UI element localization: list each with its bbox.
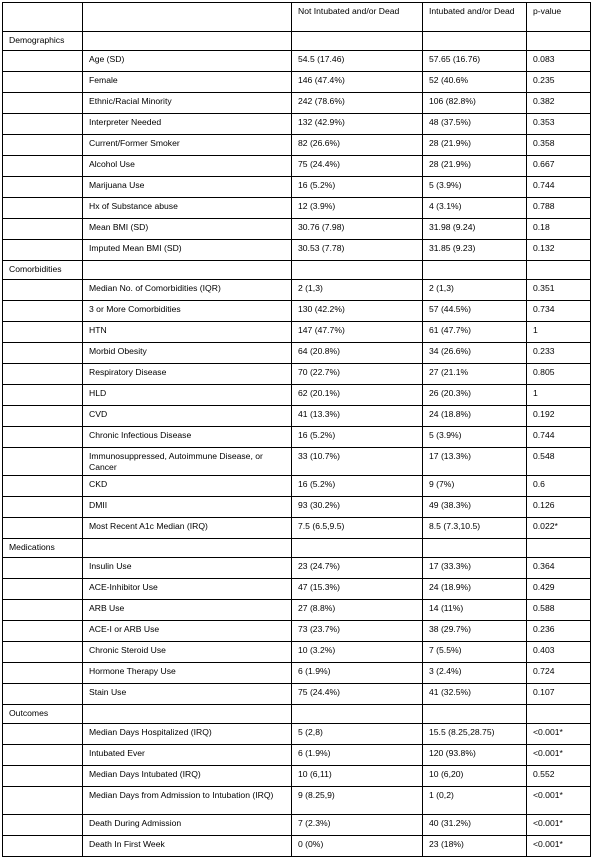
table-row (3, 684, 591, 705)
section-title: Outcomes (3, 705, 83, 724)
empty-cell (292, 261, 423, 280)
not-intubated-value: 16 (5.2%) (292, 177, 423, 198)
p-value: 0.358 (527, 135, 591, 156)
intubated-value: 52 (40.6% (423, 72, 527, 93)
variable-label: Marijuana Use (83, 177, 292, 198)
not-intubated-value: 47 (15.3%) (292, 579, 423, 600)
group-cell (3, 621, 83, 642)
group-cell (3, 219, 83, 240)
group-cell (3, 684, 83, 705)
group-cell (3, 476, 83, 497)
p-value: 0.588 (527, 600, 591, 621)
variable-label: Death During Admission (83, 815, 292, 836)
header-row (3, 3, 591, 32)
group-cell (3, 836, 83, 857)
intubated-value: 4 (3.1%) (423, 198, 527, 219)
header-group-cell (3, 3, 83, 32)
p-value: 0.132 (527, 240, 591, 261)
table-row (3, 558, 591, 579)
group-cell (3, 343, 83, 364)
table-row (3, 745, 591, 766)
p-value: 0.429 (527, 579, 591, 600)
table-row (3, 600, 591, 621)
group-cell (3, 558, 83, 579)
group-cell (3, 663, 83, 684)
intubated-value: 26 (20.3%) (423, 385, 527, 406)
p-value: 0.6 (527, 476, 591, 497)
not-intubated-value: 75 (24.4%) (292, 156, 423, 177)
p-value: 0.18 (527, 219, 591, 240)
table-row (3, 301, 591, 322)
table-row (3, 156, 591, 177)
group-cell (3, 406, 83, 427)
p-value: 0.236 (527, 621, 591, 642)
intubated-value: 24 (18.9%) (423, 579, 527, 600)
not-intubated-value: 93 (30.2%) (292, 497, 423, 518)
section-title: Comorbidities (3, 261, 83, 280)
section-row-demographics (3, 32, 591, 51)
empty-cell (423, 539, 527, 558)
group-cell (3, 427, 83, 448)
variable-label: Median Days from Admission to Intubation (IRQ) (83, 787, 292, 815)
group-cell (3, 114, 83, 135)
not-intubated-value: 70 (22.7%) (292, 364, 423, 385)
group-cell (3, 72, 83, 93)
not-intubated-value: 73 (23.7%) (292, 621, 423, 642)
table-row (3, 385, 591, 406)
not-intubated-value: 33 (10.7%) (292, 448, 423, 476)
table-row (3, 198, 591, 219)
table-row (3, 815, 591, 836)
intubated-value: 106 (82.8%) (423, 93, 527, 114)
intubated-value: 34 (26.6%) (423, 343, 527, 364)
p-value: 0.382 (527, 93, 591, 114)
p-value: 0.744 (527, 427, 591, 448)
empty-cell (83, 705, 292, 724)
table-row (3, 497, 591, 518)
p-value: 0.667 (527, 156, 591, 177)
not-intubated-value: 146 (47.4%) (292, 72, 423, 93)
intubated-value: 48 (37.5%) (423, 114, 527, 135)
group-cell (3, 518, 83, 539)
empty-cell (527, 261, 591, 280)
not-intubated-value: 82 (26.6%) (292, 135, 423, 156)
table-row (3, 642, 591, 663)
variable-label: Current/Former Smoker (83, 135, 292, 156)
intubated-value: 8.5 (7.3,10.5) (423, 518, 527, 539)
table-row (3, 427, 591, 448)
p-value: 0.548 (527, 448, 591, 476)
not-intubated-value: 5 (2,8) (292, 724, 423, 745)
intubated-value: 31.98 (9.24) (423, 219, 527, 240)
p-value: 0.107 (527, 684, 591, 705)
group-cell (3, 497, 83, 518)
intubated-value: 1 (0,2) (423, 787, 527, 815)
p-value: 0.744 (527, 177, 591, 198)
variable-label: Death In First Week (83, 836, 292, 857)
group-cell (3, 766, 83, 787)
not-intubated-value: 147 (47.7%) (292, 322, 423, 343)
p-value: 0.351 (527, 280, 591, 301)
variable-label: Respiratory Disease (83, 364, 292, 385)
table-row (3, 93, 591, 114)
p-value: 0.364 (527, 558, 591, 579)
variable-label: Stain Use (83, 684, 292, 705)
header-intubated: Intubated and/or Dead (423, 3, 527, 32)
variable-label: ACE-Inhibitor Use (83, 579, 292, 600)
not-intubated-value: 62 (20.1%) (292, 385, 423, 406)
group-cell (3, 815, 83, 836)
table-row (3, 787, 591, 815)
group-cell (3, 745, 83, 766)
not-intubated-value: 10 (6,11) (292, 766, 423, 787)
not-intubated-value: 27 (8.8%) (292, 600, 423, 621)
section-row-outcomes (3, 705, 591, 724)
intubated-value: 2 (1,3) (423, 280, 527, 301)
p-value: 1 (527, 385, 591, 406)
variable-label: Female (83, 72, 292, 93)
intubated-value: 61 (47.7%) (423, 322, 527, 343)
intubated-value: 7 (5.5%) (423, 642, 527, 663)
variable-label: Imputed Mean BMI (SD) (83, 240, 292, 261)
variable-label: Ethnic/Racial Minority (83, 93, 292, 114)
group-cell (3, 177, 83, 198)
group-cell (3, 240, 83, 261)
group-cell (3, 93, 83, 114)
group-cell (3, 448, 83, 476)
group-cell (3, 787, 83, 815)
intubated-value: 31.85 (9.23) (423, 240, 527, 261)
intubated-value: 3 (2.4%) (423, 663, 527, 684)
empty-cell (83, 261, 292, 280)
empty-cell (423, 32, 527, 51)
table-row (3, 322, 591, 343)
group-cell (3, 280, 83, 301)
not-intubated-value: 7 (2.3%) (292, 815, 423, 836)
not-intubated-value: 9 (8.25,9) (292, 787, 423, 815)
variable-label: Chronic Steroid Use (83, 642, 292, 663)
intubated-value: 27 (21.1% (423, 364, 527, 385)
p-value: <0.001* (527, 815, 591, 836)
variable-label: DMII (83, 497, 292, 518)
not-intubated-value: 30.76 (7.98) (292, 219, 423, 240)
table-row (3, 364, 591, 385)
intubated-value: 49 (38.3%) (423, 497, 527, 518)
p-value: 0.126 (527, 497, 591, 518)
variable-label: Most Recent A1c Median (IRQ) (83, 518, 292, 539)
section-row-medications (3, 539, 591, 558)
variable-label: Interpreter Needed (83, 114, 292, 135)
group-cell (3, 600, 83, 621)
table-row (3, 219, 591, 240)
not-intubated-value: 12 (3.9%) (292, 198, 423, 219)
not-intubated-value: 242 (78.6%) (292, 93, 423, 114)
variable-label: Median No. of Comorbidities (IQR) (83, 280, 292, 301)
table-row (3, 579, 591, 600)
not-intubated-value: 30.53 (7.78) (292, 240, 423, 261)
intubated-value: 5 (3.9%) (423, 177, 527, 198)
not-intubated-value: 130 (42.2%) (292, 301, 423, 322)
intubated-value: 38 (29.7%) (423, 621, 527, 642)
p-value: 0.192 (527, 406, 591, 427)
section-title: Medications (3, 539, 83, 558)
p-value: 0.788 (527, 198, 591, 219)
empty-cell (83, 32, 292, 51)
variable-label: Chronic Infectious Disease (83, 427, 292, 448)
not-intubated-value: 132 (42.9%) (292, 114, 423, 135)
p-value: <0.001* (527, 836, 591, 857)
table-row (3, 621, 591, 642)
table-row (3, 240, 591, 261)
variable-label: ACE-I or ARB Use (83, 621, 292, 642)
intubated-value: 15.5 (8.25,28.75) (423, 724, 527, 745)
intubated-value: 23 (18%) (423, 836, 527, 857)
group-cell (3, 301, 83, 322)
variable-label: HTN (83, 322, 292, 343)
p-value: <0.001* (527, 724, 591, 745)
not-intubated-value: 23 (24.7%) (292, 558, 423, 579)
table-body (3, 3, 591, 857)
intubated-value: 5 (3.9%) (423, 427, 527, 448)
variable-label: Insulin Use (83, 558, 292, 579)
group-cell (3, 579, 83, 600)
not-intubated-value: 6 (1.9%) (292, 745, 423, 766)
table-row (3, 518, 591, 539)
p-value: <0.001* (527, 787, 591, 815)
group-cell (3, 322, 83, 343)
header-variable-cell (83, 3, 292, 32)
not-intubated-value: 6 (1.9%) (292, 663, 423, 684)
not-intubated-value: 0 (0%) (292, 836, 423, 857)
intubated-value: 17 (13.3%) (423, 448, 527, 476)
intubated-value: 17 (33.3%) (423, 558, 527, 579)
empty-cell (292, 539, 423, 558)
not-intubated-value: 10 (3.2%) (292, 642, 423, 663)
intubated-value: 9 (7%) (423, 476, 527, 497)
intubated-value: 28 (21.9%) (423, 135, 527, 156)
variable-label: HLD (83, 385, 292, 406)
p-value: <0.001* (527, 745, 591, 766)
p-value: 0.353 (527, 114, 591, 135)
not-intubated-value: 64 (20.8%) (292, 343, 423, 364)
variable-label: Median Days Hospitalized (IRQ) (83, 724, 292, 745)
variable-label: Alcohol Use (83, 156, 292, 177)
header-not-intubated: Not Intubated and/or Dead (292, 3, 423, 32)
p-value: 0.724 (527, 663, 591, 684)
variable-label: Hx of Substance abuse (83, 198, 292, 219)
p-value: 0.805 (527, 364, 591, 385)
table-row (3, 663, 591, 684)
not-intubated-value: 41 (13.3%) (292, 406, 423, 427)
variable-label: Hormone Therapy Use (83, 663, 292, 684)
not-intubated-value: 7.5 (6.5,9.5) (292, 518, 423, 539)
group-cell (3, 198, 83, 219)
group-cell (3, 642, 83, 663)
table-row (3, 72, 591, 93)
p-value: 0.233 (527, 343, 591, 364)
p-value: 0.235 (527, 72, 591, 93)
intubated-value: 24 (18.8%) (423, 406, 527, 427)
header-p-value: p-value (527, 3, 591, 32)
intubated-value: 57.65 (16.76) (423, 51, 527, 72)
section-title: Demographics (3, 32, 83, 51)
empty-cell (527, 705, 591, 724)
empty-cell (83, 539, 292, 558)
table-row (3, 724, 591, 745)
intubated-value: 41 (32.5%) (423, 684, 527, 705)
section-row-comorbidities (3, 261, 591, 280)
intubated-value: 28 (21.9%) (423, 156, 527, 177)
empty-cell (292, 705, 423, 724)
table-row (3, 476, 591, 497)
variable-label: ARB Use (83, 600, 292, 621)
variable-label: Age (SD) (83, 51, 292, 72)
p-value: 0.734 (527, 301, 591, 322)
variable-label: Morbid Obesity (83, 343, 292, 364)
results-table (2, 2, 591, 857)
variable-label: Mean BMI (SD) (83, 219, 292, 240)
not-intubated-value: 2 (1,3) (292, 280, 423, 301)
intubated-value: 57 (44.5%) (423, 301, 527, 322)
table-row (3, 836, 591, 857)
group-cell (3, 51, 83, 72)
variable-label: Immunosuppressed, Autoimmune Disease, or Cancer (83, 448, 292, 476)
variable-label: CVD (83, 406, 292, 427)
table-row (3, 406, 591, 427)
table-row (3, 280, 591, 301)
table-row (3, 343, 591, 364)
empty-cell (292, 32, 423, 51)
variable-label: 3 or More Comorbidities (83, 301, 292, 322)
group-cell (3, 364, 83, 385)
empty-cell (423, 261, 527, 280)
table-row (3, 135, 591, 156)
not-intubated-value: 75 (24.4%) (292, 684, 423, 705)
p-value: 0.403 (527, 642, 591, 663)
table-row (3, 51, 591, 72)
variable-label: CKD (83, 476, 292, 497)
not-intubated-value: 16 (5.2%) (292, 427, 423, 448)
empty-cell (527, 32, 591, 51)
p-value: 0.022* (527, 518, 591, 539)
variable-label: Median Days Intubated (IRQ) (83, 766, 292, 787)
intubated-value: 40 (31.2%) (423, 815, 527, 836)
group-cell (3, 135, 83, 156)
table-row (3, 114, 591, 135)
intubated-value: 14 (11%) (423, 600, 527, 621)
empty-cell (527, 539, 591, 558)
variable-label: Intubated Ever (83, 745, 292, 766)
p-value: 0.552 (527, 766, 591, 787)
p-value: 1 (527, 322, 591, 343)
p-value: 0.083 (527, 51, 591, 72)
not-intubated-value: 54.5 (17.46) (292, 51, 423, 72)
group-cell (3, 156, 83, 177)
intubated-value: 120 (93.8%) (423, 745, 527, 766)
empty-cell (423, 705, 527, 724)
group-cell (3, 385, 83, 406)
table-row (3, 766, 591, 787)
table-row (3, 448, 591, 476)
table-row (3, 177, 591, 198)
group-cell (3, 724, 83, 745)
intubated-value: 10 (6,20) (423, 766, 527, 787)
not-intubated-value: 16 (5.2%) (292, 476, 423, 497)
